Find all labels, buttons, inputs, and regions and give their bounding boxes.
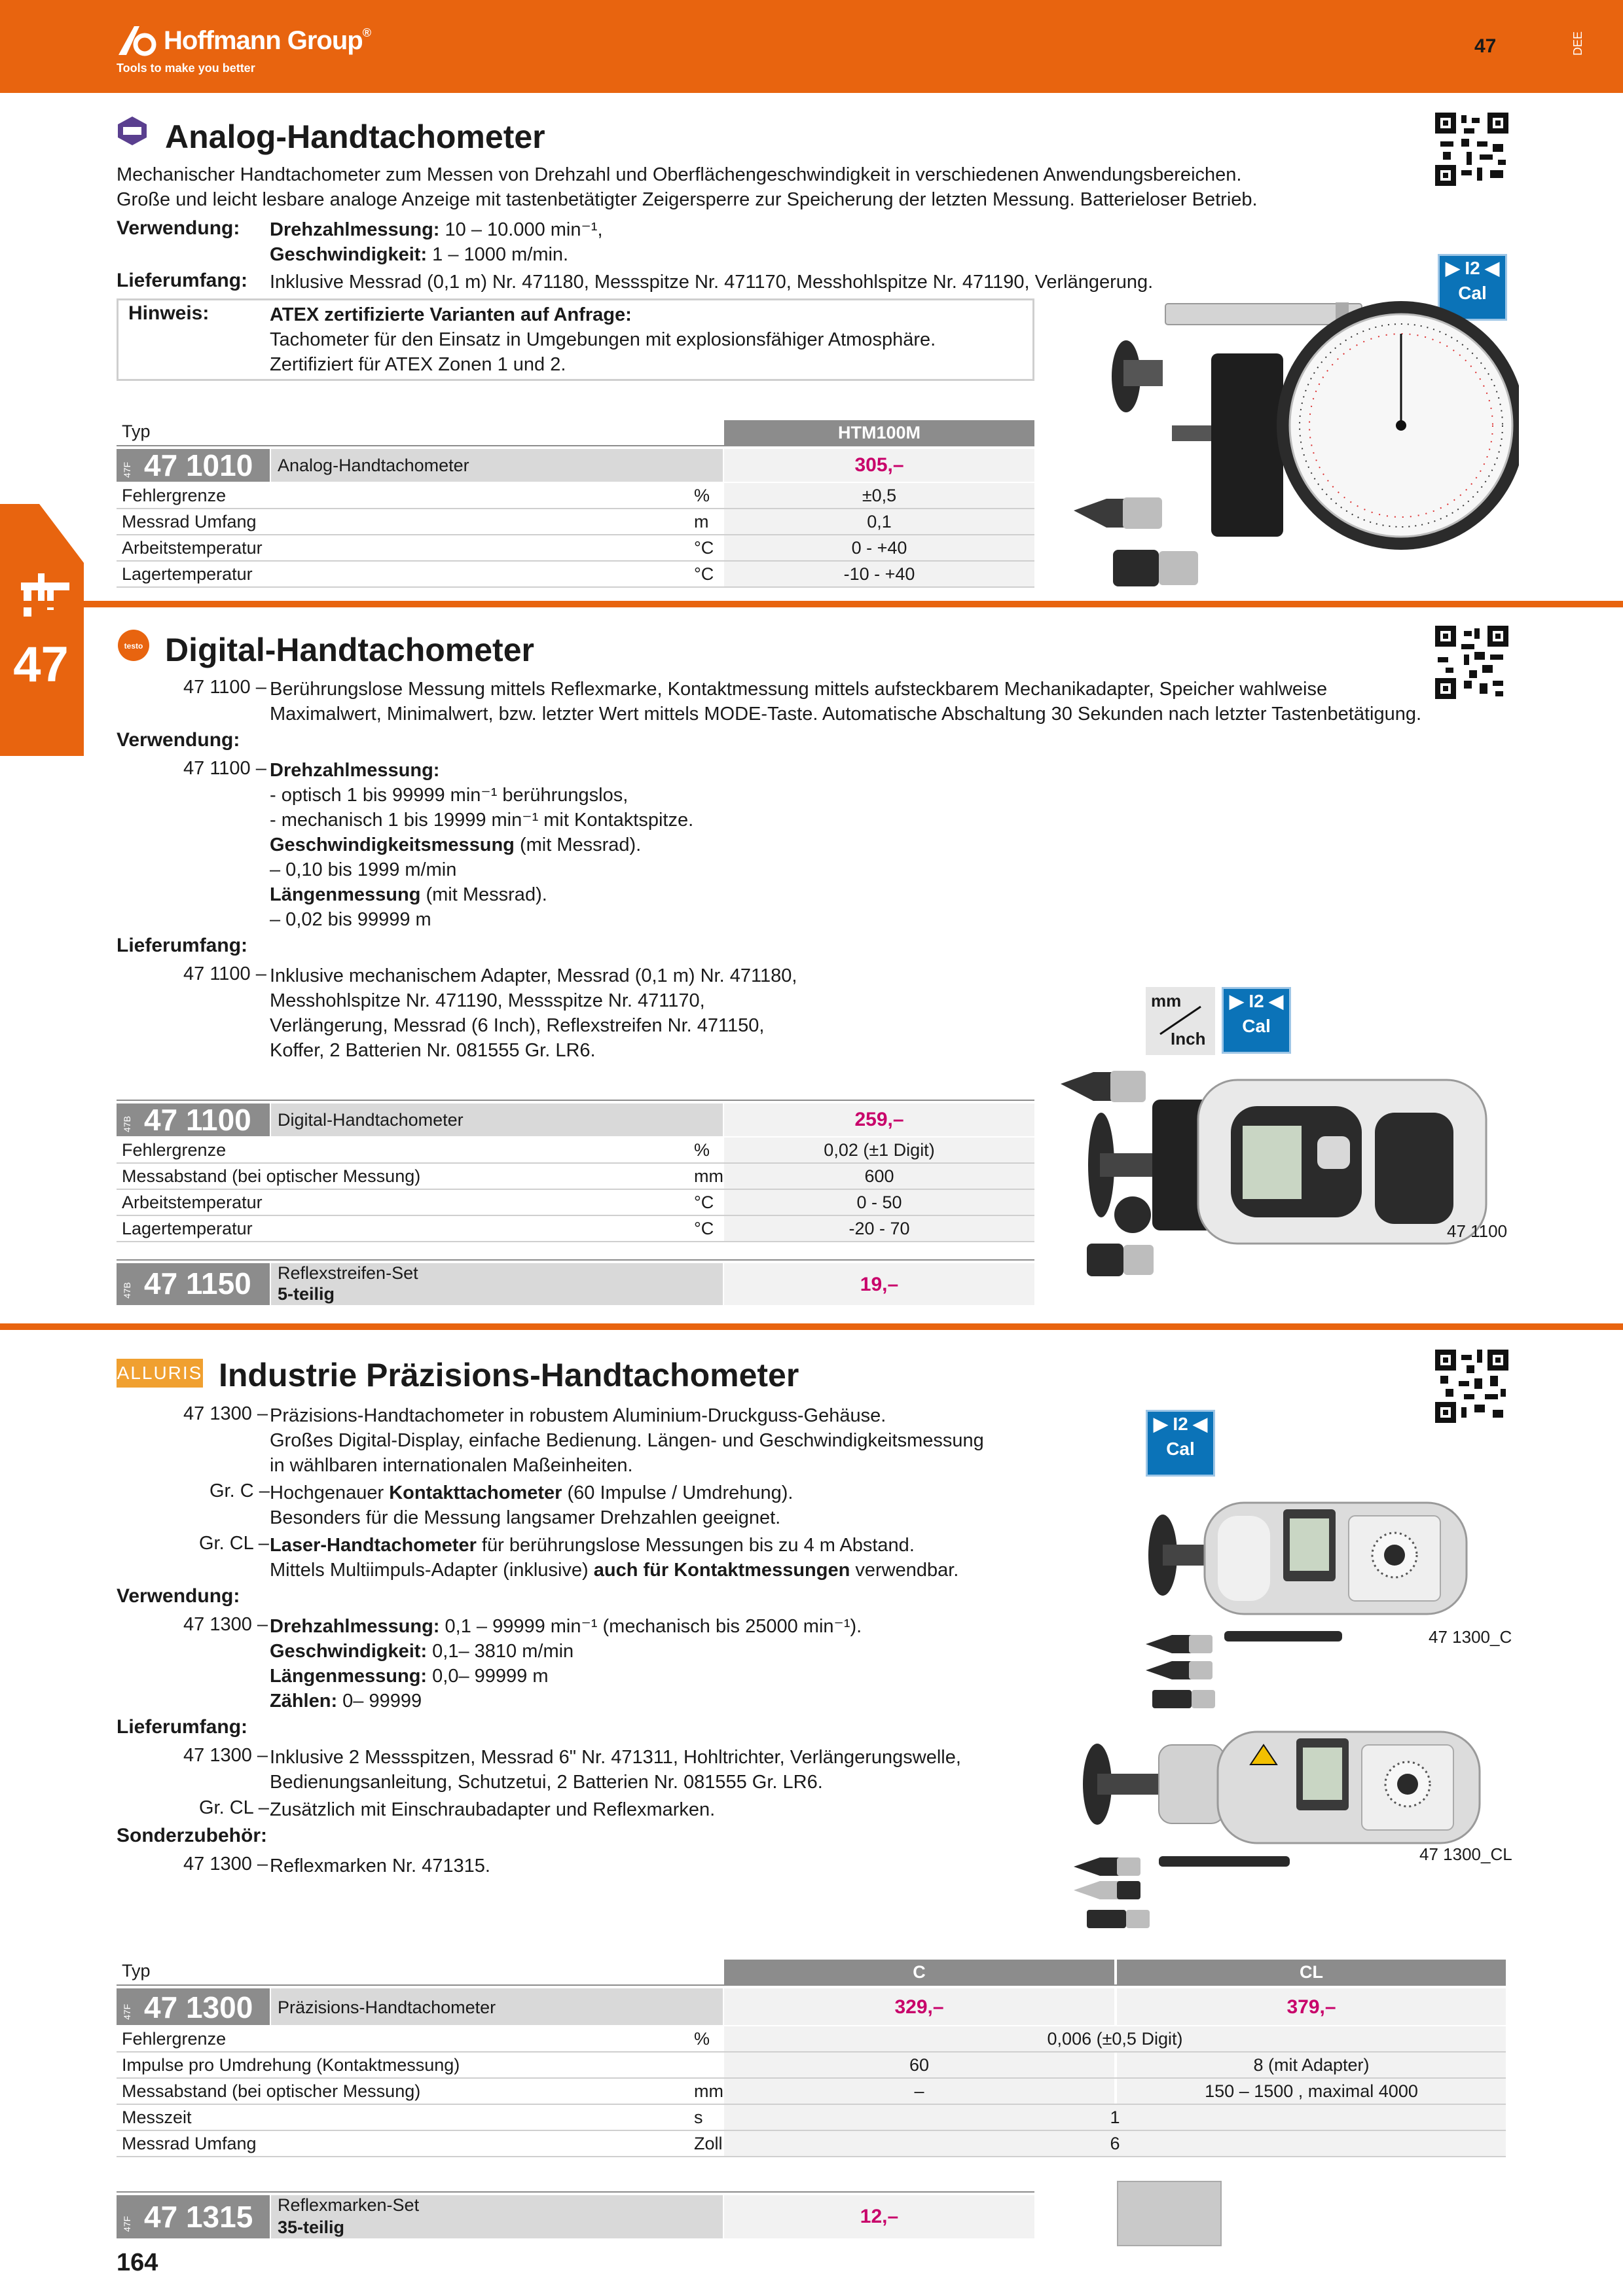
digital-use-label: Verwendung:: [117, 729, 240, 751]
industrie-cl-tachometer-image: [1061, 1719, 1519, 1935]
spec-label: Messabstand (bei optischer Messung): [122, 1166, 421, 1186]
analog-note-headline: ATEX zertifizierte Varianten auf Anfrage:: [270, 304, 632, 325]
row-divider: [117, 586, 1034, 588]
spec-unit: %: [694, 1140, 710, 1160]
industrie-scope-line: Inklusive 2 Messspitzen, Messrad 6" Nr. 471311, Hohltrichter, Verlängerungswelle,: [270, 1747, 961, 1768]
calibration-badge: [1222, 987, 1291, 1054]
industrie-scope-line: Bedienungsanleitung, Schutzetui, 2 Batterien Nr. 081555 Gr. LR6.: [270, 1772, 823, 1793]
spec-value: 6: [1110, 2134, 1120, 2153]
analog-type-label: Typ: [122, 422, 151, 441]
industrie-article-number: 47 1300: [144, 1990, 253, 2024]
spec-value: 600: [864, 1166, 894, 1186]
analog-tachometer-image: [1061, 295, 1519, 602]
accessory-desc: 35-teilig: [278, 2217, 345, 2237]
analog-col-header-label: HTM100M: [837, 423, 921, 442]
digital-scope-line: Verlängerung, Messrad (6 Inch), Reflexstreifen Nr. 471150,: [270, 1015, 765, 1036]
spec-label: Lagertemperatur: [122, 564, 253, 584]
digital-use-line: – 0,02 bis 99999 m: [270, 909, 431, 930]
brand-tagline: Tools to make you better: [117, 62, 255, 75]
analog-note-label: Hinweis:: [128, 302, 210, 324]
spec-value: 0,1: [867, 512, 892, 531]
badge-i2: ▶ I2 ◀: [1230, 991, 1283, 1011]
digital-scope-line: Koffer, 2 Batterien Nr. 081555 Gr. LR6.: [270, 1040, 596, 1061]
section-divider: [0, 1323, 1623, 1330]
article-code: 47 1100 –: [183, 963, 266, 984]
industrie-price-cl: 379,–: [1286, 1996, 1336, 2018]
digital-scope-line: Inklusive mechanischem Adapter, Messrad (0,1 m) Nr. 471180,: [270, 965, 797, 986]
spec-value: ±0,5: [862, 486, 897, 505]
analog-use-label: Verwendung:: [117, 217, 240, 239]
industrie-intro: in wählbaren internationalen Maßeinheiten.: [270, 1455, 633, 1476]
spec-unit: °C: [694, 564, 714, 584]
row-divider: [117, 2156, 1506, 2157]
spec-label: Impulse pro Umdrehung (Kontaktmessung): [122, 2055, 460, 2075]
spec-value: 0 - +40: [851, 538, 907, 558]
badge-cal: Cal: [1242, 1016, 1271, 1036]
digital-use-line: Drehzahlmessung:: [270, 760, 440, 781]
article-prefix: 47F: [122, 2003, 132, 2020]
analog-use-line: Drehzahlmessung: 10 – 10.000 min⁻¹,: [270, 219, 603, 240]
article-code: 47 1100 –: [183, 758, 266, 779]
industrie-use-label: Verwendung:: [117, 1585, 240, 1607]
industrie-col-cl-label: CL: [1300, 1962, 1323, 1982]
spec-unit: s: [694, 2108, 703, 2127]
digital-scope-line: Messhohlspitze Nr. 471190, Messspitze Nr. 471170,: [270, 990, 705, 1011]
unit-switch-badge: [1146, 987, 1215, 1055]
section-divider: [0, 601, 1623, 607]
badge-i2: ▶ I2 ◀: [1446, 258, 1499, 278]
industrie-use-line: Drehzahlmessung: 0,1 – 99999 min⁻¹ (mechanisch bis 25000 min⁻¹).: [270, 1616, 862, 1637]
spec-label: Lagertemperatur: [122, 1219, 253, 1238]
spec-value-cl: 8 (mit Adapter): [1253, 2055, 1370, 2075]
analog-title: Analog-Handtachometer: [165, 118, 545, 155]
industrie-c-caption: 47 1300_C: [1429, 1627, 1512, 1647]
article-code: 47 1300 –: [183, 1854, 268, 1874]
digital-use-line: - optisch 1 bis 99999 min⁻¹ berührungslos,: [270, 785, 629, 806]
spec-value: -20 - 70: [848, 1219, 910, 1238]
analog-use-line: Geschwindigkeit: 1 – 1000 m/min.: [270, 244, 569, 265]
accessory-desc: 5-teilig: [278, 1284, 335, 1304]
testo-logo-icon: [117, 628, 151, 662]
industrie-article-desc: Präzisions-Handtachometer: [278, 1998, 496, 2017]
industrie-extra-text: Reflexmarken Nr. 471315.: [270, 1856, 490, 1876]
spec-value-c: 60: [909, 2055, 930, 2075]
badge-cal: Cal: [1166, 1439, 1195, 1459]
industrie-type-label: Typ: [122, 1961, 151, 1981]
industrie-group-cl: Mittels Multiimpuls-Adapter (inklusive) auch für Kontaktmessungen verwendbar.: [270, 1560, 959, 1581]
industrie-scope-label: Lieferumfang:: [117, 1716, 248, 1738]
article-code: 47 1300 –: [183, 1745, 268, 1766]
spec-label: Fehlergrenze: [122, 2029, 227, 2049]
spec-unit: °C: [694, 1193, 714, 1212]
industrie-intro: Präzisions-Handtachometer in robustem Aluminium-Druckguss-Gehäuse.: [270, 1405, 886, 1426]
row-divider: [117, 1241, 1034, 1242]
calibration-badge: [1146, 1410, 1215, 1477]
spec-unit: °C: [694, 1219, 714, 1238]
group-code: Gr. CL –: [199, 1797, 269, 1818]
industrie-group-c: Besonders für die Messung langsamer Drehzahlen geeignet.: [270, 1507, 781, 1528]
article-prefix: 47F: [122, 2215, 132, 2232]
spec-value: 0,006 (±0,5 Digit): [1047, 2029, 1183, 2049]
digital-scope-label: Lieferumfang:: [117, 935, 248, 956]
analog-note-text: Zertifiziert für ATEX Zonen 1 und 2.: [270, 354, 566, 375]
analog-intro: Große und leicht lesbare analoge Anzeige mit tastenbetätigter Zeigersperre zur Speicherung der letzten Messung. Batterieloser Betrieb.: [117, 189, 1258, 210]
digital-use-line: - mechanisch 1 bis 19999 min⁻¹ mit Kontaktspitze.: [270, 810, 694, 831]
industrie-group-c: Hochgenauer Kontakttachometer (60 Impulse / Umdrehung).: [270, 1482, 793, 1503]
industrie-use-line: Geschwindigkeit: 0,1– 3810 m/min: [270, 1641, 574, 1662]
article-code: 47 1300 –: [183, 1614, 268, 1635]
analog-price: 305,–: [854, 454, 904, 476]
page-number: 164: [117, 2249, 158, 2276]
digital-image-caption: 47 1100: [1447, 1221, 1508, 1241]
accessory-desc: Reflexmarken-Set: [278, 2195, 420, 2215]
spec-value-cl: 150 – 1500 , maximal 4000: [1205, 2081, 1418, 2101]
spec-label: Messabstand (bei optischer Messung): [122, 2081, 421, 2101]
spec-value: 1: [1110, 2108, 1120, 2127]
industrie-price-c: 329,–: [894, 1996, 944, 2018]
accessory-price: 19,–: [860, 1274, 899, 1295]
hoffmann-logo-icon: [115, 22, 160, 60]
analog-note-text: Tachometer für den Einsatz in Umgebungen mit explosionsfähiger Atmosphäre.: [270, 329, 936, 350]
reflex-marks-image: [1117, 2181, 1222, 2246]
industrie-scope-line: Zusätzlich mit Einschraubadapter und Reflexmarken.: [270, 1799, 716, 1820]
spec-value: 0 - 50: [856, 1193, 902, 1212]
digital-article-desc: Digital-Handtachometer: [278, 1110, 464, 1130]
industrie-extra-label: Sonderzubehör:: [117, 1825, 267, 1846]
article-code: 47 1300 –: [183, 1403, 268, 1424]
badge-cal: Cal: [1458, 283, 1487, 303]
spec-label: Fehlergrenze: [122, 486, 227, 505]
article-prefix: 47B: [122, 1282, 132, 1299]
spec-value-c: –: [914, 2081, 924, 2101]
digital-price: 259,–: [854, 1109, 904, 1130]
inch-label: Inch: [1171, 1029, 1206, 1049]
spec-value: 0,02 (±1 Digit): [824, 1140, 935, 1160]
spec-label: Messrad Umfang: [122, 512, 257, 531]
digital-title: Digital-Handtachometer: [165, 632, 534, 668]
digital-intro: Berührungslose Messung mittels Reflexmarke, Kontaktmessung mittels aufsteckbarem Mechanikadapter, Speicher wahlweise: [270, 679, 1328, 700]
analog-intro: Mechanischer Handtachometer zum Messen von Drehzahl und Oberflächengeschwindigkeit in verschiedenen Anwendungsbereichen.: [117, 164, 1242, 185]
spec-unit: °C: [694, 538, 714, 558]
industrie-c-tachometer-image: [1126, 1490, 1519, 1712]
analog-article-number: 47 1010: [144, 448, 253, 482]
industrie-col-c-label: C: [913, 1962, 926, 1982]
alluris-logo: ALLURIS: [117, 1359, 203, 1388]
accessory-article-number: 47 1150: [144, 1266, 251, 1300]
article-prefix: 47F: [122, 461, 132, 478]
accessory-desc: Reflexstreifen-Set: [278, 1263, 418, 1283]
qr-code-icon[interactable]: [1435, 1350, 1508, 1423]
digital-use-line: Geschwindigkeitsmessung (mit Messrad).: [270, 834, 642, 855]
caliper-icon: [18, 571, 72, 622]
digital-tachometer-image: [1061, 1060, 1506, 1283]
accessory-article-number: 47 1315: [144, 2200, 253, 2234]
industrie-cl-caption: 47 1300_CL: [1419, 1844, 1512, 1864]
spec-unit: %: [694, 2029, 710, 2049]
spec-unit: mm: [694, 1166, 723, 1186]
analog-scope-text: Inklusive Messrad (0,1 m) Nr. 471180, Messspitze Nr. 471170, Messhohlspitze Nr. 471190, Verlängerung.: [270, 272, 1154, 293]
industrie-title: Industrie Präzisions-Handtachometer: [219, 1357, 799, 1393]
mm-label: mm: [1151, 991, 1182, 1011]
spec-value: -10 - +40: [843, 564, 915, 584]
industrie-use-line: Längenmessung: 0,0– 99999 m: [270, 1666, 549, 1687]
industrie-group-cl: Laser-Handtachometer für berührungslose Messungen bis zu 4 m Abstand.: [270, 1535, 915, 1556]
spec-label: Fehlergrenze: [122, 1140, 227, 1160]
group-code: Gr. C –: [210, 1480, 270, 1501]
analog-scope-label: Lieferumfang:: [117, 270, 248, 291]
chapter-number: 47: [1474, 35, 1497, 57]
spec-unit: mm: [694, 2081, 723, 2101]
industrie-use-line: Zählen: 0– 99999: [270, 1691, 422, 1712]
spec-unit: Zoll: [694, 2134, 723, 2153]
spec-label: Arbeitstemperatur: [122, 1193, 263, 1212]
article-prefix: 47B: [122, 1116, 132, 1132]
chapter-side-tab: [0, 504, 85, 756]
spec-label: Arbeitstemperatur: [122, 538, 263, 558]
spec-label: Messrad Umfang: [122, 2134, 257, 2153]
hoffmann-quality-icon: [117, 115, 148, 147]
industrie-intro: Großes Digital-Display, einfache Bedienung. Längen- und Geschwindigkeitsmessung: [270, 1430, 984, 1451]
digital-use-line: Längenmessung (mit Messrad).: [270, 884, 547, 905]
language-code: DEE: [1571, 31, 1584, 56]
badge-i2: ▶ I2 ◀: [1154, 1414, 1207, 1434]
digital-intro: Maximalwert, Minimalwert, bzw. letzter Wert mittels MODE-Taste. Automatische Abschaltung 30 Sekunden nach letzter Tastenbetätigung.: [270, 704, 1422, 725]
accessory-price: 12,–: [860, 2206, 899, 2227]
qr-code-icon[interactable]: [1435, 113, 1508, 186]
analog-article-desc: Analog-Handtachometer: [278, 456, 469, 475]
spec-unit: m: [694, 512, 709, 531]
group-code: Gr. CL –: [199, 1533, 269, 1554]
digital-use-line: – 0,10 bis 1999 m/min: [270, 859, 457, 880]
side-tab-chapter: 47: [13, 637, 69, 692]
article-code: 47 1100 –: [183, 677, 266, 698]
qr-code-icon[interactable]: [1435, 626, 1508, 699]
digital-article-number: 47 1100: [144, 1103, 251, 1137]
spec-label: Messzeit: [122, 2108, 192, 2127]
svg-text:testo: testo: [124, 641, 143, 651]
spec-unit: %: [694, 486, 710, 505]
brand-name: Hoffmann Group®: [164, 26, 371, 55]
